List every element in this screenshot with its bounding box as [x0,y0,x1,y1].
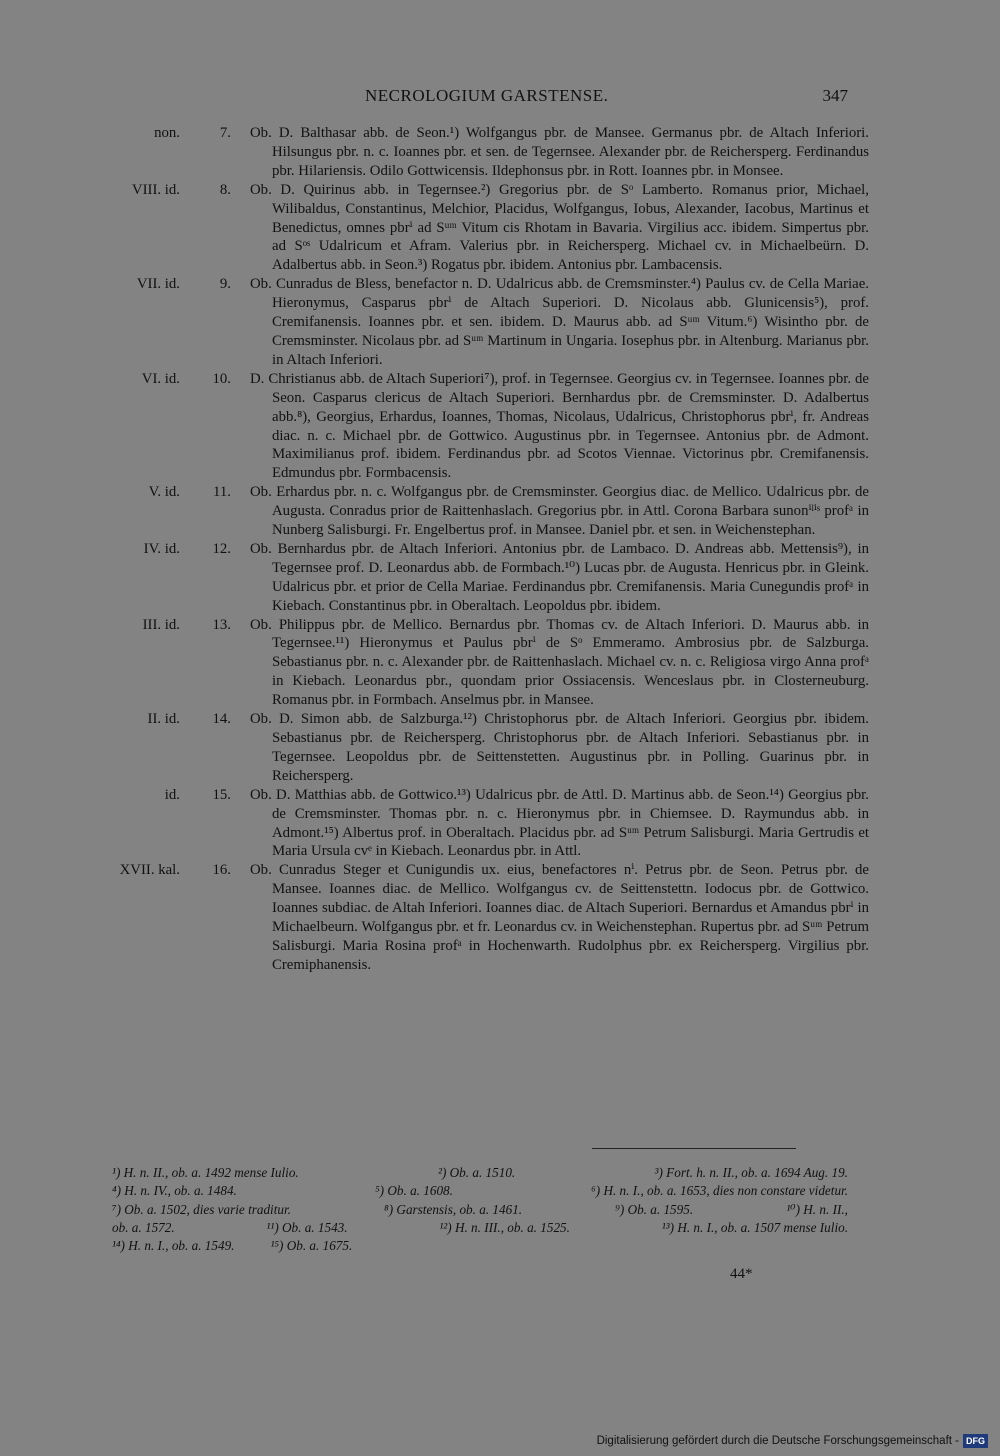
footnote: ⁶) H. n. I., ob. a. 1653, dies non constare videtur. [591,1183,848,1199]
entry-16 [0,861,1000,974]
footnote: ¹²) H. n. III., ob. a. 1525. [439,1219,570,1235]
footnote: ¹¹) Ob. a. 1543. [266,1219,348,1235]
entry-11 [0,483,1000,540]
entry-date-label: non. [154,125,180,141]
footnote: ¹⁵) Ob. a. 1675. [270,1238,353,1254]
entry-9 [0,275,1000,370]
footer-credit: Digitalisierung gefördert durch die Deutsche Forschungsgemeinschaft - [596,1435,959,1447]
entry-date-label: VII. id. [136,276,180,293]
entry-day-number: 7. [219,125,231,141]
entry-text: Ob. D. Quirinus abb. in Tegernsee.²) Gregorius pbr. de Sᵒ Lamberto. Romanus prior, Michael, Wilibaldus, Constantinus, Melchior, Placidus, Wolfgangus, Iobus, Alexander, Iacobus, Martinus et Benedictus, omnes pbrⁱ ad Sᵘᵐ Vitum cis Rhotam in Bavaria. Virgilius acc. ibidem. Simpertus pbr. ad Sᵒˢ Udalricum et Afram. Valerius pbr. in Reichersperg. Michael cv. in Michaelbeürn. D. Adalbertus abb. in Seon.³) Rogatus pbr. ibidem. Antonius pbr. Lambacensis. [250,181,869,274]
entry-day-number: 14. [212,711,231,728]
entry-day-number: 12. [212,540,231,557]
entry-text: Ob. Erhardus pbr. n. c. Wolfgangus pbr. de Cremsminster. Georgius diac. de Mellico. Udalricus pbr. de Augusta. Conradus prior de Raittenhaslach. Gregorius pbr. in Attl. Corona Barbara sunonⁱˡⁱˢ profᵃ in Nunberg Salisburgi. Fr. Engelbertus prof. in Mansee. Daniel pbr. et sen. in Weichenstephan. [250,484,869,539]
entry-day-number: 8. [219,181,231,198]
entry-date-label: II. id. [147,711,180,728]
footnote: ³) Fort. h. n. II., ob. a. 1694 Aug. 19. [654,1165,848,1180]
entry-text: Ob. Bernhardus pbr. de Altach Inferiori. Antonius pbr. de Lambaco. D. Andreas abb. Mettensis⁹), in Tegernsee prof. D. Leonardus abb. de Formbach.¹⁰) Lucas pbr. de Augusta. Henricus pbr. in Gleink. Udalricus pbr. et prior de Cella Mariae. Ferdinandus pbr. Cremifanensis. Maria Cunegundis profᵃ in Kiebach. Constantinus pbr. in Oberaltach. Leopoldus pbr. ibidem. [250,540,869,614]
running-header [110,86,848,108]
entry-7 [0,124,1000,181]
dfg-logo: DFG [963,1434,988,1448]
entry-12 [0,540,1000,616]
entry-text: Ob. D. Matthias abb. de Gottwico.¹³) Udalricus pbr. de Attl. D. Martinus abb. de Seon.¹⁴) Georgius pbr. de Cremsminster. Thomas pbr. n. c. Hieronymus pbr. in Chiemsee. D. Raymundus abb. in Admont.¹⁵) Albertus prof. in Oberaltach. Placidus pbr. ad Sᵘᵐ Petrum Salisburgi. Maria Gertrudis et Maria Ursula cvᵉ in Kiebach. Leonardus pbr. in Attl. [250,786,869,860]
page-number: 347 [822,86,848,105]
entry-text: Ob. Cunradus de Bless, benefactor n. D. Udalricus abb. de Cremsminster.⁴) Paulus cv. de Cella Mariae. Hieronymus, Casparus pbrⁱ de Altach Superiori. D. Nicolaus abb. Glunicensis⁵), prof. Cremifanensis. Ioannes pbr. et sen. ibidem. D. Maurus abb. ad Sᵘᵐ Vitum.⁶) Wisintho pbr. de Cremsminster. Nicolaus pbr. ad Sᵘᵐ Martinum in Ungaria. Iosephus pbr. in Altenburg. Marianus pbr. in Altach Inferiori. [250,276,869,368]
footnote: ¹³) H. n. I., ob. a. 1507 mense Iulio. [661,1219,848,1235]
entry-day-number: 16. [212,862,231,879]
footnote: ⁴) H. n. IV., ob. a. 1484. [112,1183,237,1199]
entry-date-label: IV. id. [143,540,180,557]
entry-14 [0,710,1000,786]
entry-8 [0,181,1000,276]
entry-date-label: VI. id. [141,370,180,387]
entry-day-number: 15. [212,786,231,803]
sheet-signature: 44* [730,1266,753,1282]
entry-text: Ob. D. Simon abb. de Salzburga.¹²) Christophorus pbr. de Altach Inferiori. Georgius pbr. ibidem. Sebastianus pbr. de Reichersperg. Christophorus pbr. de Altach Inferiori. Sebastianus pbr. in Tegernsee. Leopoldus pbr. de Seittenstetten. Augustinus pbr. in Polling. Guarinus pbr. in Reichersperg. [250,711,869,784]
entry-date-label: VIII. id. [131,181,180,198]
entry-date-label: XVII. kal. [119,862,180,879]
entry-day-number: 9. [219,276,231,293]
footnote: ob. a. 1572. [112,1219,175,1235]
footnote-line [112,1219,848,1237]
footnote-line [112,1237,848,1255]
entry-date-label: id. [164,786,180,803]
entry-text: Ob. D. Balthasar abb. de Seon.¹) Wolfgangus pbr. de Mansee. Germanus pbr. de Altach Inferiori. Hilsungus pbr. n. c. Ioannes pbr. et sen. de Tegernsee. Alexander pbr. de Reichersperg. Ferdinandus pbr. Hilariensis. Odilo Gottwicensis. Ildephonsus pbr. in Rott. Ioannes pbr. in Monsee. [250,125,869,179]
entry-day-number: 13. [212,616,231,633]
footnote: ⁵) Ob. a. 1608. [375,1183,453,1199]
footnote: ¹⁴) H. n. I., ob. a. 1549. [112,1238,235,1254]
footnote: ⁹) Ob. a. 1595. [615,1201,694,1217]
footnote: ²) Ob. a. 1510. [438,1165,516,1180]
footnote-line [112,1182,848,1200]
entry-text: Ob. Cunradus Steger et Cunigundis ux. eius, benefactores nⁱ. Petrus pbr. de Seon. Petrus pbr. de Mansee. Ioannes diac. de Mellico. Wolfgangus cv. de Seittenstettn. Iodocus pbr. de Gottwico. Ioannes subdiac. de Altah Inferiori. Ioannes diac. de Altach Superiori. Bernardus et Amandus pbrⁱ in Michaelbeurn. Wolfgangus pbr. et fr. Leonardus cv. in Weichenstephan. Rupertus pbr. ad Sᵘᵐ Petrum Salisburgi. Maria Rosina profᵃ in Hochenwarth. Rudolphus pbr. ex Reichersperg. Virgilius pbr. Cremiphanensis. [250,862,869,973]
entry-10 [0,370,1000,483]
footnote: ¹) H. n. II., ob. a. 1492 mense Iulio. [112,1165,299,1180]
footnote-divider [592,1148,796,1149]
footnote: ¹⁰) H. n. II., [786,1201,848,1217]
entry-13 [0,616,1000,711]
footnote: ⁸) Garstensis, ob. a. 1461. [384,1201,523,1217]
entry-day-number: 11. [213,484,231,501]
entry-date-label: III. id. [142,616,180,633]
entry-day-number: 10. [212,370,231,387]
entry-date-label: V. id. [148,484,180,501]
footnote-line [112,1201,848,1219]
entry-text: Ob. Philippus pbr. de Mellico. Bernardus pbr. Thomas cv. de Altach Inferiori. D. Maurus abb. in Tegernsee.¹¹) Hieronymus et Paulus pbrⁱ de Sᵒ Emmeramo. Ambrosius pbr. de Salzburga. Sebastianus pbr. n. c. Alexander pbr. de Raittenhaslach. Michael cv. n. c. Religiosa virgo Anna profᵃ in Kiebach. Leonardus pbr., quondam prior Ossiacensis. Wenceslaus pbr. in Closterneuburg. Romanus pbr. in Formbach. Anselmus pbr. in Mansee. [250,616,869,709]
footnotes [112,1164,848,1255]
page-title: NECROLOGIUM GARSTENSE. [365,86,609,105]
necrology-entries [0,124,1000,975]
footnote-line [112,1164,848,1182]
footnote: ⁷) Ob. a. 1502, dies varie traditur. [112,1201,291,1217]
digitization-footer [597,1432,988,1450]
entry-text: D. Christianus abb. de Altach Superiori⁷), prof. in Tegernsee. Georgius cv. in Tegernsee. Ioannes pbr. de Seon. Casparus clericus de Altach Superiori. Bernhardus pbr. de Cremsminster. D. Adalbertus abb.⁸), Georgius, Erhardus, Ioannes, Thomas, Nicolaus, Udalricus, Christophorus pbrⁱ, fr. Andreas diac. n. c. Michael pbr. de Gottwico. Augustinus pbr. in Tegernsee. Antonius pbr. de Admont. Maximilianus prof. ibidem. Ferdinandus pbr. ad Scotos Viennae. Victorinus pbr. Cremifanensis. Edmundus pbr. Formbacensis. [250,370,869,482]
entry-15 [0,786,1000,862]
